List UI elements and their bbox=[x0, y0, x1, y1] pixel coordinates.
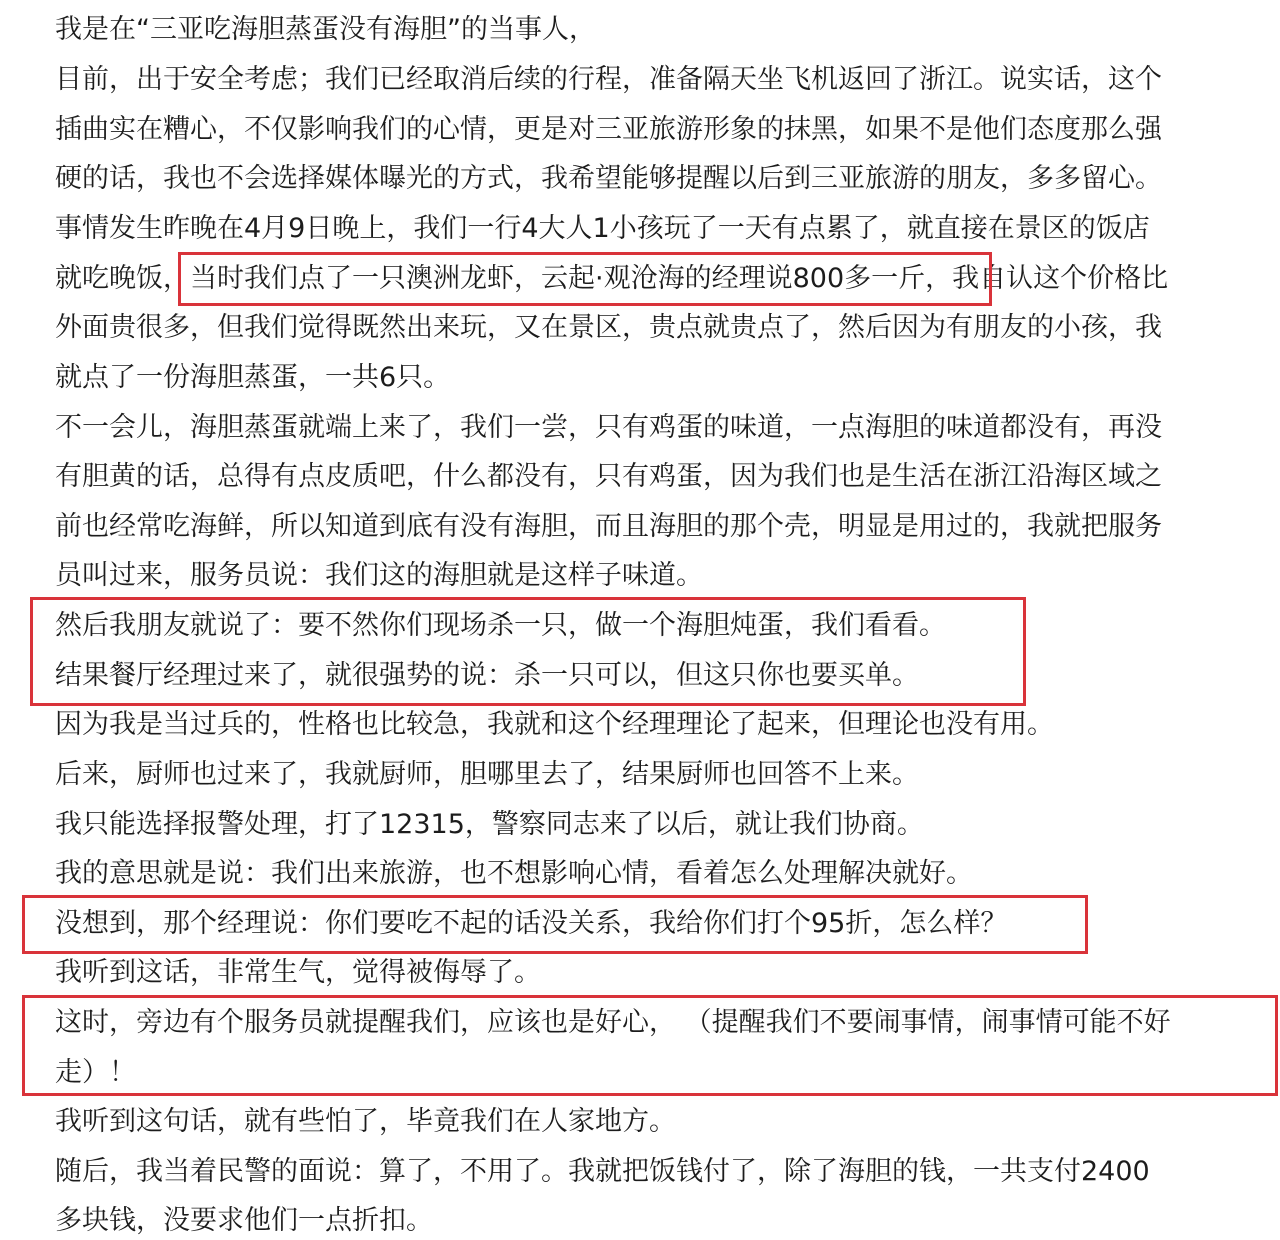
text-line: 事情发生昨晚在4月9日晚上，我们一行4大人1小孩玩了一天有点累了，就直接在景区的饭店 bbox=[55, 213, 1150, 244]
text-line: 就吃晚饭，当时我们点了一只澳洲龙虾，云起·观沧海的经理说800多一斤，我自认这个价格比 bbox=[55, 263, 1169, 294]
text-line: 前也经常吃海鲜，所以知道到底有没有海胆，而且海胆的那个壳，明显是用过的，我就把服务 bbox=[55, 511, 1162, 542]
highlight-box bbox=[22, 895, 1088, 954]
highlight-box bbox=[30, 597, 1026, 706]
text-line: 因为我是当过兵的，性格也比较急，我就和这个经理理论了起来，但理论也没有用。 bbox=[55, 709, 1054, 740]
text-line: 有胆黄的话，总得有点皮质吧，什么都没有，只有鸡蛋，因为我们也是生活在浙江沿海区域之 bbox=[55, 461, 1162, 492]
text-line: 我的意思就是说：我们出来旅游，也不想影响心情，看着怎么处理解决就好。 bbox=[55, 858, 973, 889]
text-line: 员叫过来，服务员说：我们这的海胆就是这样子味道。 bbox=[55, 560, 703, 591]
text-line: 这时，旁边有个服务员就提醒我们，应该也是好心， （提醒我们不要闹事情，闹事情可能不好 bbox=[55, 1007, 1171, 1038]
text-line: 我只能选择报警处理，打了12315，警察同志来了以后，就让我们协商。 bbox=[55, 809, 924, 840]
text-line: 我听到这句话，就有些怕了，毕竟我们在人家地方。 bbox=[55, 1106, 676, 1137]
text-line: 多块钱，没要求他们一点折扣。 bbox=[55, 1205, 433, 1236]
text-line: 外面贵很多，但我们觉得既然出来玩，又在景区，贵点就贵点了，然后因为有朋友的小孩，我 bbox=[55, 312, 1162, 343]
highlight-box bbox=[178, 252, 992, 306]
text-line: 结果餐厅经理过来了，就很强势的说：杀一只可以，但这只你也要买单。 bbox=[55, 660, 919, 691]
highlight-box bbox=[22, 995, 1278, 1096]
text-line: 不一会儿，海胆蒸蛋就端上来了，我们一尝，只有鸡蛋的味道，一点海胆的味道都没有，再没 bbox=[55, 412, 1162, 443]
text-line: 目前，出于安全考虑；我们已经取消后续的行程，准备隔天坐飞机返回了浙江。说实话，这个 bbox=[55, 64, 1162, 95]
text-line: 我听到这话，非常生气，觉得被侮辱了。 bbox=[55, 957, 541, 988]
text-line: 没想到，那个经理说：你们要吃不起的话没关系，我给你们打个95折，怎么样？ bbox=[55, 908, 1008, 939]
text-line: 硬的话，我也不会选择媒体曝光的方式，我希望能够提醒以后到三亚旅游的朋友，多多留心。 bbox=[55, 163, 1162, 194]
text-line: 随后，我当着民警的面说：算了，不用了。我就把饭钱付了，除了海胆的钱，一共支付2400 bbox=[55, 1156, 1150, 1187]
text-line: 插曲实在糟心，不仅影响我们的心情，更是对三亚旅游形象的抹黑，如果不是他们态度那么强 bbox=[55, 114, 1162, 145]
text-line: 后来，厨师也过来了，我就厨师，胆哪里去了，结果厨师也回答不上来。 bbox=[55, 759, 919, 790]
text-line: 就点了一份海胆蒸蛋，一共6只。 bbox=[55, 362, 451, 393]
text-line: 然后我朋友就说了：要不然你们现场杀一只，做一个海胆炖蛋，我们看看。 bbox=[55, 610, 946, 641]
text-line: 走）！ bbox=[55, 1057, 136, 1088]
text-line: 我是在“三亚吃海胆蒸蛋没有海胆”的当事人， bbox=[55, 14, 596, 45]
